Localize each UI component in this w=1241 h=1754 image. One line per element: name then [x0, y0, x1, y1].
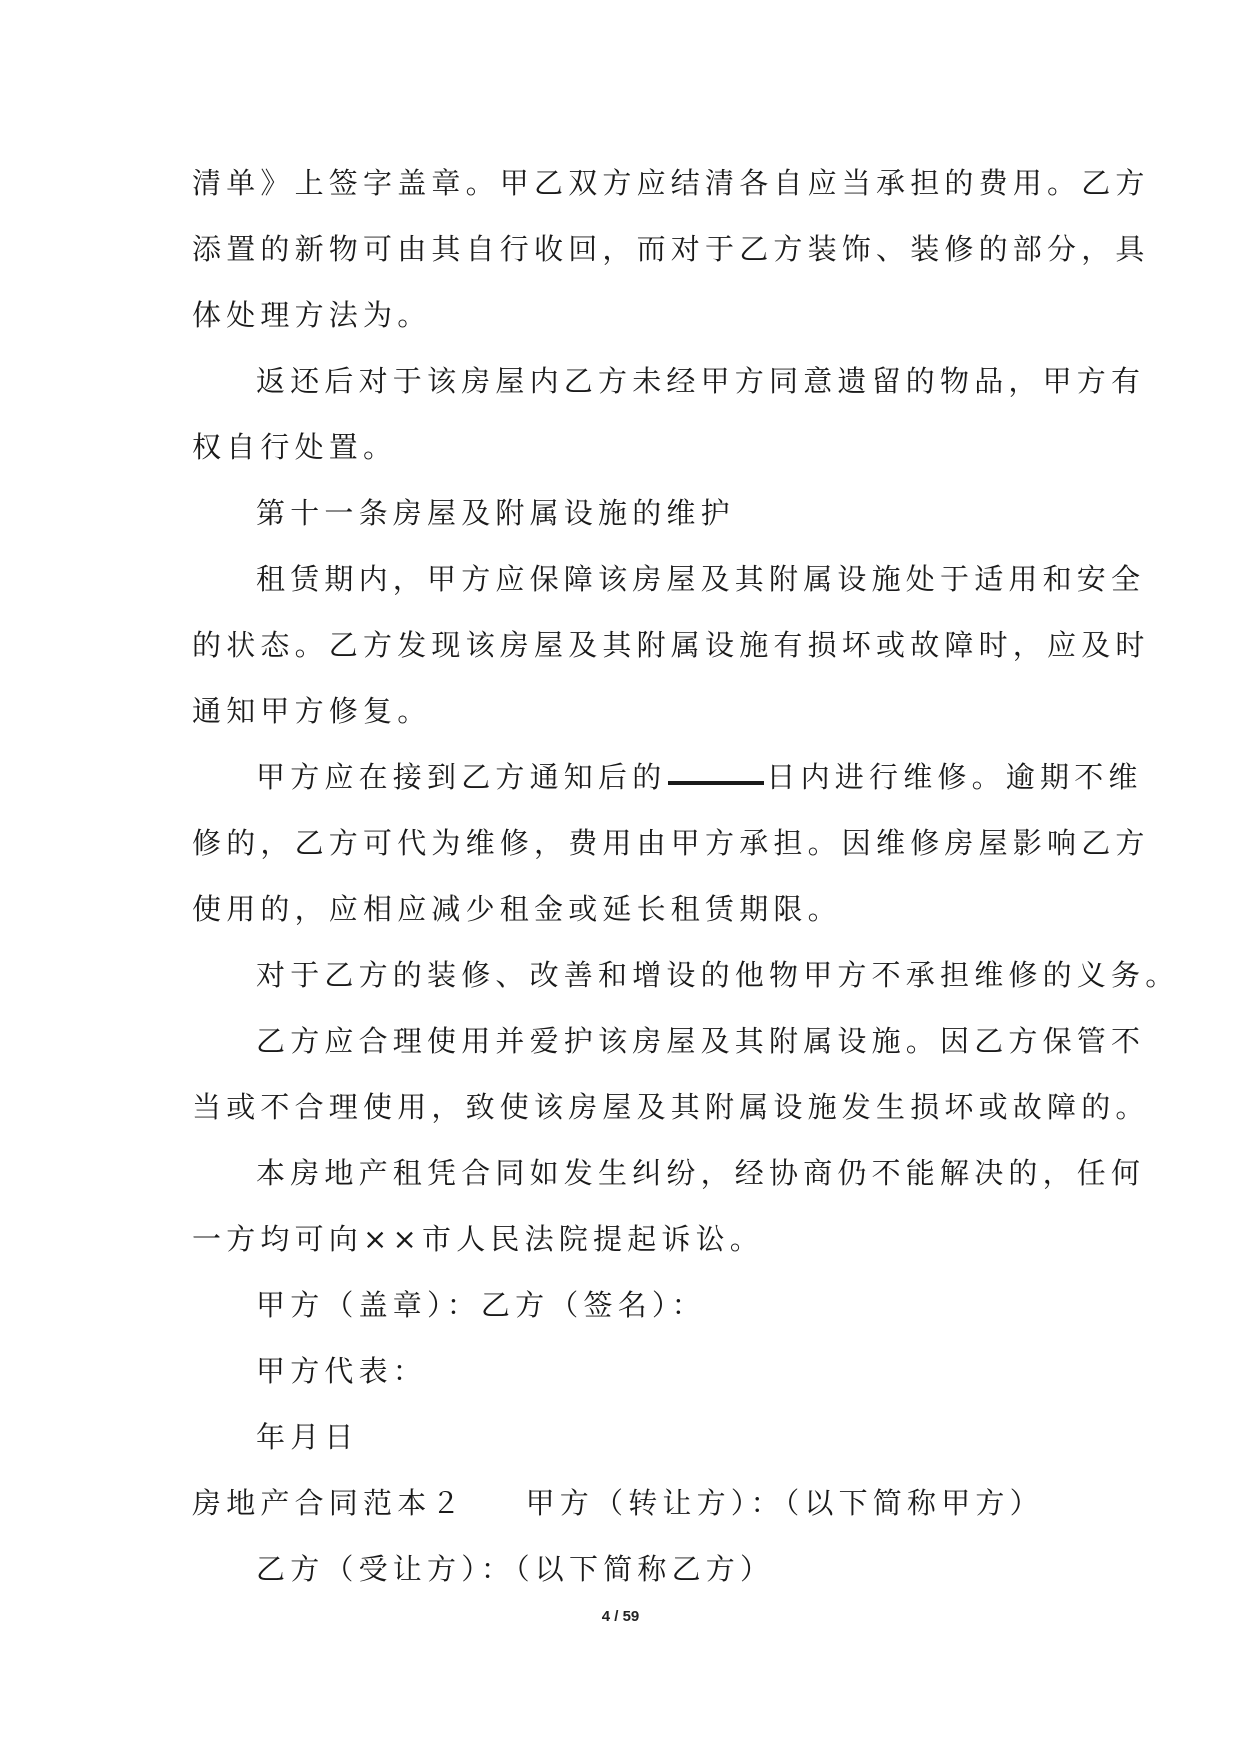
party-a-line: 甲方（转让方）：（以下简称甲方）	[525, 1486, 1044, 1520]
paragraph-line: 对于乙方的装修、改善和增设的他物甲方不承担维修的义务。	[256, 958, 1180, 992]
paragraph-line: 租赁期内，甲方应保障该房屋及其附属设施处于适用和安全	[256, 562, 1146, 596]
contract-title: 房地产合同范本２	[192, 1486, 466, 1520]
party-b-line: 乙方（受让方）：（以下简称乙方）	[256, 1552, 775, 1586]
text-before-blank: 甲方应在接到乙方通知后的	[256, 760, 667, 794]
paragraph-line: 一方均可向××市人民法院提起诉讼。	[192, 1222, 764, 1256]
section-heading: 第十一条房屋及附属设施的维护	[256, 496, 735, 530]
paragraph-line: 清单》上签字盖章。甲乙双方应结清各自应当承担的费用。乙方	[192, 166, 1150, 200]
text-after-blank: 日内进行维修。逾期不维	[766, 760, 1143, 794]
paragraph-line: 本房地产租凭合同如发生纠纷，经协商仍不能解决的，任何	[256, 1156, 1146, 1190]
paragraph-line: 添置的新物可由其自行收回，而对于乙方装饰、装修的部分，具	[192, 232, 1150, 266]
paragraph-line: 乙方应合理使用并爱护该房屋及其附属设施。因乙方保管不	[256, 1024, 1146, 1058]
paragraph-line: 体处理方法为。	[192, 298, 432, 332]
paragraph-line: 当或不合理使用，致使该房屋及其附属设施发生损坏或故障的。	[192, 1090, 1150, 1124]
paragraph-line: 返还后对于该房屋内乙方未经甲方同意遗留的物品，甲方有	[256, 364, 1146, 398]
paragraph-line-with-blank	[192, 744, 1143, 810]
paragraph-line: 修的，乙方可代为维修，费用由甲方承担。因维修房屋影响乙方	[192, 826, 1150, 860]
fill-in-blank	[668, 777, 764, 785]
paragraph-line: 通知甲方修复。	[192, 694, 432, 728]
representative-line: 甲方代表：	[256, 1354, 428, 1388]
paragraph-line: 的状态。乙方发现该房屋及其附属设施有损坏或故障时，应及时	[192, 628, 1150, 662]
contract-title-line	[192, 1470, 1082, 1536]
paragraph-line: 权自行处置。	[192, 430, 398, 464]
signature-line: 甲方（盖章）：乙方（签名）：	[256, 1288, 706, 1322]
paragraph-line: 使用的，应相应减少租金或延长租赁期限。	[192, 892, 842, 926]
date-line: 年月日	[256, 1420, 359, 1454]
page-number: 4 / 59	[601, 1608, 640, 1625]
document-body	[192, 150, 1180, 1602]
